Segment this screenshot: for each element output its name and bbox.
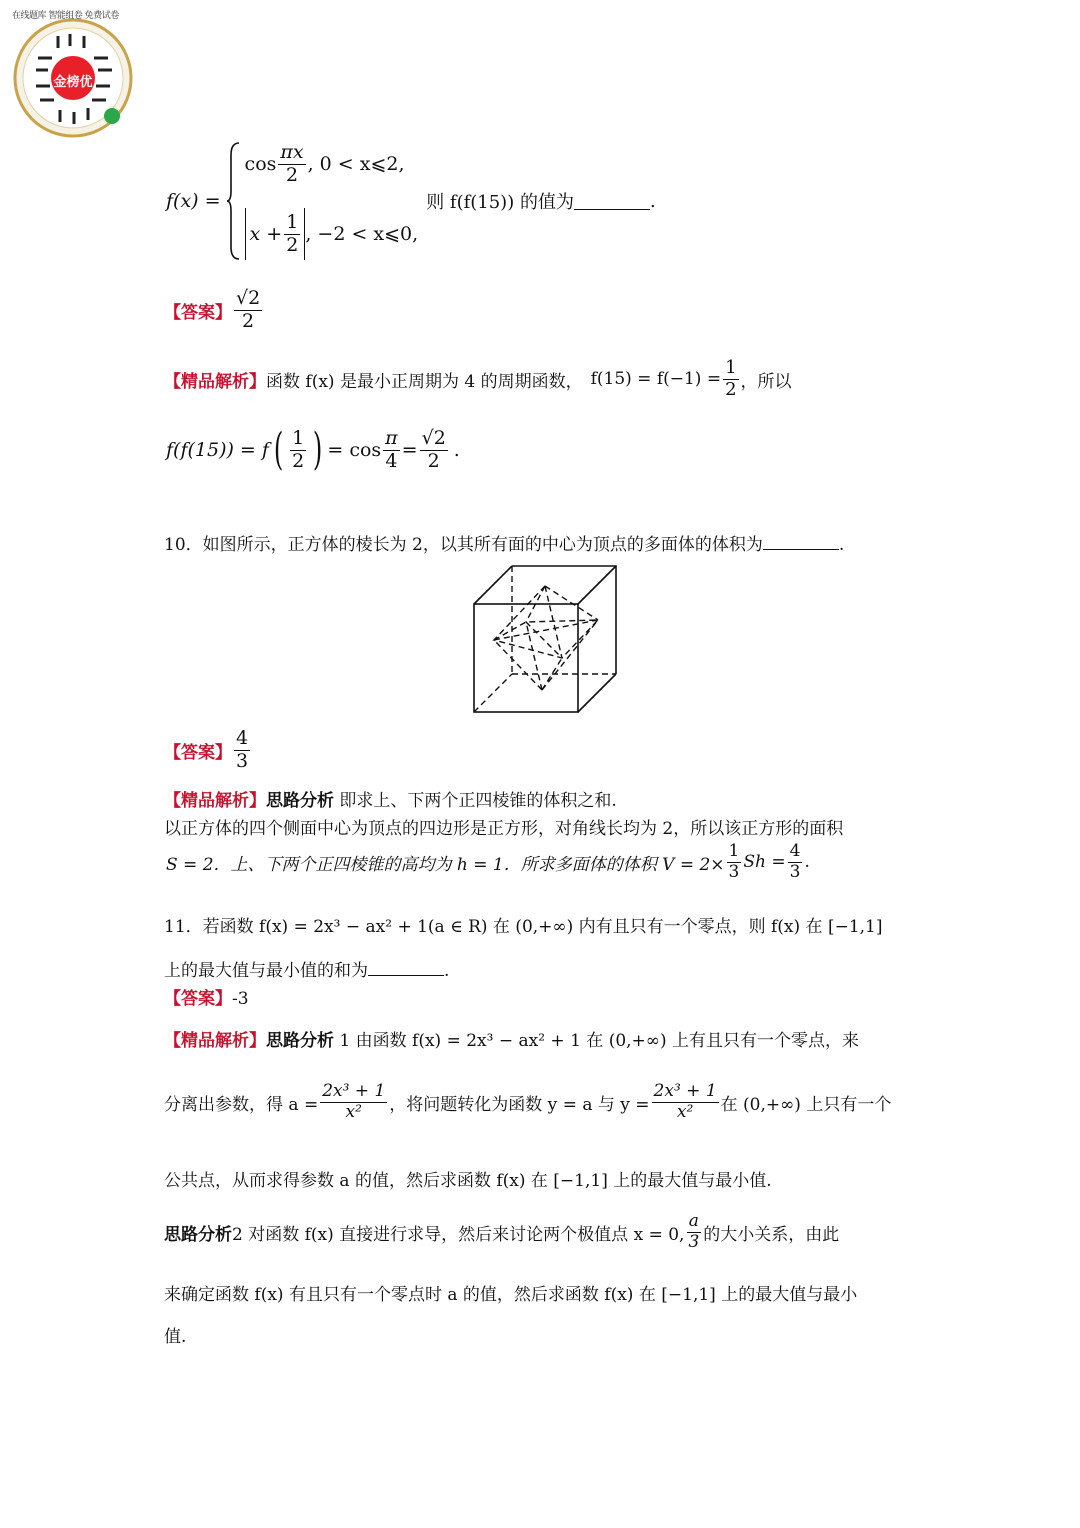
answer-blank: [574, 193, 650, 210]
frac-den: 3: [688, 1231, 700, 1252]
q11-analysis-line3: [164, 1166, 772, 1191]
q9-function-block: [166, 140, 656, 262]
answer-fraction: [234, 288, 262, 333]
q11-analysis-line5: [164, 1280, 857, 1305]
analysis-frac: [383, 428, 400, 473]
analysis-text: 来确定函数 f(x) 有且只有一个零点时 a 的值，然后求函数 f(x) 在 [−1,1] 上的最大值与最小: [164, 1285, 858, 1305]
analysis-text: 1 由函数 f(x) = 2x³ − ax² + 1 在 (0,+∞) 上有且只有一个零点，来: [334, 1031, 859, 1051]
frac-num: 4: [789, 841, 801, 861]
answer-label: 【答案】: [164, 989, 232, 1009]
q11-analysis-line4: [164, 1212, 839, 1252]
question-text: 上的最大值与最小值的和为: [164, 961, 368, 981]
q9-case2-pre: x +: [249, 223, 283, 245]
analysis-frac: [686, 1212, 701, 1252]
analysis-text: .: [804, 852, 810, 873]
frac-den: 4: [385, 449, 398, 472]
frac-num: √2: [236, 287, 261, 309]
frac-den: 3: [789, 861, 801, 882]
analysis-label: 【精品解析】: [164, 1031, 266, 1051]
analysis-text: 即求上、下两个正四棱锥的体积之和.: [334, 791, 617, 811]
q11-stem-line2: [164, 956, 449, 981]
analysis-text: Sh =: [743, 852, 786, 873]
q10-analysis-line2: [164, 814, 843, 839]
frac-den: 3: [728, 861, 740, 882]
analysis-eq: f(f(15)) = f: [166, 439, 269, 462]
analysis-frac: [788, 842, 803, 882]
analysis-text: 分离出参数，得 a =: [164, 1094, 319, 1115]
q9-lhs: f(x) =: [166, 190, 221, 212]
frac-den: 2: [427, 449, 440, 472]
q11-analysis-line6: [164, 1322, 186, 1347]
frac-den: 2: [725, 378, 737, 400]
q9-ask: 则 f(f(15)) 的值为: [426, 192, 574, 213]
analysis-frac: [727, 842, 742, 882]
abs-bar-left-icon: [245, 208, 246, 260]
analysis-text: 函数 f(x) 是最小正周期为 4 的周期函数，: [266, 371, 583, 392]
frac-num: 4: [236, 727, 249, 749]
frac-den: 2: [285, 163, 299, 186]
analysis-text: 2 对函数 f(x) 直接进行求导，然后来讨论两个极值点 x = 0,: [232, 1224, 685, 1245]
q9-case2-frac: [284, 212, 300, 257]
frac-den: 2: [242, 309, 255, 332]
q9-answer: [164, 288, 264, 333]
question-end: .: [838, 535, 845, 555]
q9-analysis-line1: [164, 358, 792, 400]
left-paren-icon: (: [273, 424, 284, 476]
answer-label: 【答案】: [164, 302, 232, 323]
frac-den: x²: [676, 1101, 694, 1122]
frac-num: 1: [292, 427, 305, 449]
analysis-text: ，将问题转化为函数 y = a 与 y =: [389, 1094, 650, 1115]
analysis-text: 值.: [164, 1327, 187, 1347]
analysis-eq: f(15) = f(−1) =: [590, 369, 722, 390]
q9-case1-frac: [278, 142, 305, 187]
frac-num: a: [688, 1211, 699, 1231]
analysis-bold: 思路分析: [266, 1031, 334, 1051]
q11-stem-line1: [164, 912, 883, 937]
analysis-frac: [420, 428, 448, 473]
analysis-frac: [320, 1082, 387, 1122]
question-text: 10．如图所示，正方体的棱长为 2，以其所有面的中心为顶点的多面体的体积为: [164, 535, 763, 555]
answer-fraction: [234, 728, 250, 773]
q10-analysis-line3: [166, 842, 810, 882]
frac-den: x²: [345, 1101, 362, 1122]
logo-badge: [8, 8, 138, 138]
q11-analysis-line2: [164, 1082, 891, 1122]
frac-num: 1: [286, 210, 299, 233]
analysis-text: 在 (0,+∞) 上只有一个: [720, 1094, 892, 1115]
analysis-eq: .: [453, 439, 460, 462]
logo-center-text: 金榜优: [53, 75, 93, 90]
analysis-bold: 思路分析: [164, 1224, 232, 1245]
frac-num: 2x³ + 1: [653, 1081, 717, 1101]
cube-figure: [470, 562, 620, 718]
analysis-text: S = 2．上、下两个正四棱锥的高均为 h = 1．所求多面体的体积 V = 2×: [166, 854, 725, 875]
q11-answer: [164, 984, 249, 1009]
analysis-label: 【精品解析】: [164, 791, 266, 811]
q10-stem: [164, 530, 844, 555]
q10-analysis-line1: [164, 786, 617, 811]
answer-value: -3: [232, 989, 249, 1009]
analysis-label: 【精品解析】: [164, 371, 266, 392]
analysis-text: 以正方体的四个侧面中心为顶点的四边形是正方形，对角线长均为 2，所以该正方形的面积: [164, 819, 844, 839]
analysis-frac: [652, 1082, 719, 1122]
analysis-eq: =: [401, 439, 418, 462]
logo-arc-text: 在线题库 智能组卷 免费试卷: [12, 11, 119, 21]
frac-num: 1: [728, 841, 740, 861]
analysis-eq: = cos: [327, 439, 382, 462]
frac-num: 2x³ + 1: [322, 1081, 386, 1101]
q9-case1-fn: cos: [244, 153, 277, 176]
q9-case2-cond: , −2 < x⩽0,: [305, 223, 419, 245]
q10-answer: [164, 728, 252, 773]
analysis-text: 的大小关系，由此: [703, 1224, 840, 1245]
frac-den: 2: [292, 449, 305, 472]
q11-analysis-line1: [164, 1026, 859, 1051]
frac-den: 3: [236, 749, 249, 772]
cube-octahedron-diagram: [470, 562, 620, 718]
analysis-frac: [290, 428, 306, 473]
right-paren-icon: ): [313, 424, 323, 476]
left-brace-icon: [227, 141, 241, 261]
question-text: 11．若函数 f(x) = 2x³ − ax² + 1(a ∈ R) 在 (0,+∞) 内有且只有一个零点，则 f(x) 在 [−1,1]: [164, 917, 883, 937]
answer-blank: [368, 959, 444, 976]
frac-num: 1: [725, 357, 737, 378]
analysis-text: ，所以: [740, 371, 792, 392]
frac-num: √2: [421, 427, 446, 449]
answer-blank: [763, 533, 839, 550]
analysis-text: 公共点，从而求得参数 a 的值，然后求函数 f(x) 在 [−1,1] 上的最大值与最小值.: [164, 1171, 772, 1191]
q9-analysis-line2: [166, 424, 460, 476]
analysis-frac: [723, 358, 738, 400]
answer-label: 【答案】: [164, 742, 232, 763]
frac-num: πx: [280, 141, 304, 163]
question-end: .: [444, 961, 450, 981]
q9-end: .: [649, 190, 656, 212]
q9-case1-cond: , 0 < x⩽2,: [307, 153, 405, 176]
analysis-bold: 思路分析: [266, 791, 334, 811]
frac-den: 2: [286, 233, 299, 256]
frac-num: π: [385, 427, 398, 449]
